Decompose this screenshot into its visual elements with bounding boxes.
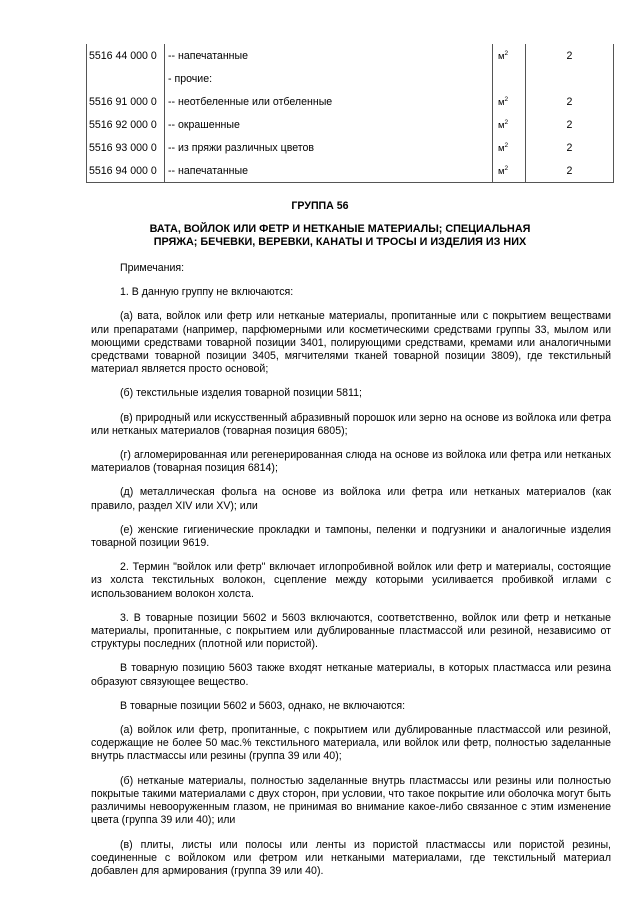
code-cell: 5516 44 000 0: [87, 44, 165, 67]
tariff-table: [86, 44, 614, 183]
notes-section: [91, 262, 611, 889]
code-cell: 5516 93 000 0: [87, 136, 165, 159]
unit-cell: [493, 44, 526, 67]
notes-heading: Примечания:: [120, 262, 185, 274]
note-paragraph: 3. В товарные позиции 5602 и 5603 включаются, соответственно, войлок или фетр и нетканые материалы, пропитанные, с покрытием или дублированные пластмассой или резиной, независимо от структуры последних (плотной или пористой).: [91, 611, 611, 651]
note-paragraph: (а) войлок или фетр, пропитанные, с покрытием или дублированные пластмассой или резиной, содержащие не более 50 мас.% текстильного материала, или войлок или фетр, полностью заделанные внутрь пластмассы или резины (группа 39 или 40);: [91, 724, 611, 763]
note-paragraph: (в) плиты, листы или полосы или ленты из пористой пластмассы или пористой резины, соединенные с войлоком или фетром или неткаными материалами, где текстильный материал добавлен для армирования (группа 39 или 40).: [91, 838, 611, 877]
unit-text: м: [498, 50, 505, 62]
unit-text: м: [498, 142, 505, 154]
qty-cell: 2: [526, 136, 614, 159]
code-cell: [87, 67, 165, 90]
qty-cell: 2: [526, 44, 614, 67]
unit-superscript: 2: [504, 164, 509, 172]
note-paragraph: В товарные позиции 5602 и 5603, однако, не включаются:: [120, 699, 406, 712]
unit-cell: [493, 90, 526, 113]
unit-text: м: [498, 96, 505, 108]
description-cell: -- из пряжи различных цветов: [165, 136, 493, 159]
unit-cell: [493, 136, 526, 159]
code-cell: 5516 91 000 0: [87, 90, 165, 113]
qty-cell: 2: [526, 159, 614, 183]
note-paragraph: (е) женские гигиенические прокладки и тампоны, пеленки и подгузники и аналогичные изделия товарной позиции 9619.: [91, 523, 611, 550]
unit-superscript: 2: [504, 95, 509, 103]
code-cell: 5516 92 000 0: [87, 113, 165, 136]
unit-cell: [493, 159, 526, 183]
group-name-heading: ВАТА, ВОЙЛОК ИЛИ ФЕТР И НЕТКАНЫЕ МАТЕРИАЛЫ; СПЕЦИАЛЬНАЯ ПРЯЖА; БЕЧЕВКИ, ВЕРЕВКИ, КАНАТЫ И ТРОСЫ И ИЗДЕЛИЯ ИЗ НИХ: [149, 223, 531, 248]
qty-cell: [526, 67, 614, 90]
unit-cell: [493, 113, 526, 136]
note-paragraph: (г) агломерированная или регенерированная слюда на основе из войлока или фетра или нетканых материалов (товарная позиция 6814);: [91, 449, 611, 475]
unit-text: м: [498, 165, 505, 177]
description-cell: -- напечатанные: [165, 159, 493, 183]
table-row: [87, 90, 614, 113]
unit-superscript: 2: [504, 141, 509, 149]
note-paragraph: В товарную позицию 5603 также входят нетканые материалы, в которых пластмасса или резина образуют связующее вещество.: [91, 662, 611, 688]
table-row: [87, 44, 614, 67]
group-title: ГРУППА 56: [291, 200, 349, 212]
table-row: [87, 159, 614, 183]
table-row: [87, 113, 614, 136]
note-paragraph: (а) вата, войлок или фетр или нетканые материалы, пропитанные или с покрытием веществами или препаратами (например, парфюмерными или косметическими средствами группы 33, мылом или моющими средствами товарной позиции 3401, полирующими средствами, кремами или аналогичными средствами товарной позиции 3405, мягчителями тканей товарной позиции 3809), где текстильный материал является просто основой;: [91, 310, 611, 376]
qty-cell: 2: [526, 90, 614, 113]
description-cell: - прочие:: [165, 67, 493, 90]
note-paragraph: 1. В данную группу не включаются:: [120, 286, 294, 299]
code-cell: 5516 94 000 0: [87, 159, 165, 183]
unit-superscript: 2: [504, 118, 509, 126]
description-cell: -- окрашенные: [165, 113, 493, 136]
note-paragraph: 2. Термин "войлок или фетр" включает иглопробивной войлок или фетр и материалы, состоящие из холста текстильных волокон, сцепление между которыми усиливается пробивкой иглами с использованием волокон холста.: [91, 561, 611, 600]
unit-superscript: 2: [504, 49, 509, 57]
unit-text: м: [498, 119, 505, 131]
table-row: [87, 67, 614, 90]
unit-cell: [493, 67, 526, 90]
description-cell: -- неотбеленные или отбеленные: [165, 90, 493, 113]
note-paragraph: (б) нетканые материалы, полностью заделанные внутрь пластмассы или резины или полностью покрытые такими материалами с двух сторон, при условии, что такое покрытие или оболочка могут быть различимы невооруженным глазом, не принимая во внимание какое-либо связанное с этим изменение цвета (группа 39 или 40); или: [91, 774, 611, 827]
note-paragraph: (б) текстильные изделия товарной позиции 5811;: [120, 387, 362, 400]
note-paragraph: (д) металлическая фольга на основе из войлока или фетра или нетканых материалов (как правило, раздел XIV или XV); или: [91, 486, 611, 512]
description-cell: -- напечатанные: [165, 44, 493, 67]
qty-cell: 2: [526, 113, 614, 136]
note-paragraph: (в) природный или искусственный абразивный порошок или зерно на основе из войлока или фетра или нетканых материалов (товарная позиция 6805);: [91, 411, 612, 437]
table-row: [87, 136, 614, 159]
